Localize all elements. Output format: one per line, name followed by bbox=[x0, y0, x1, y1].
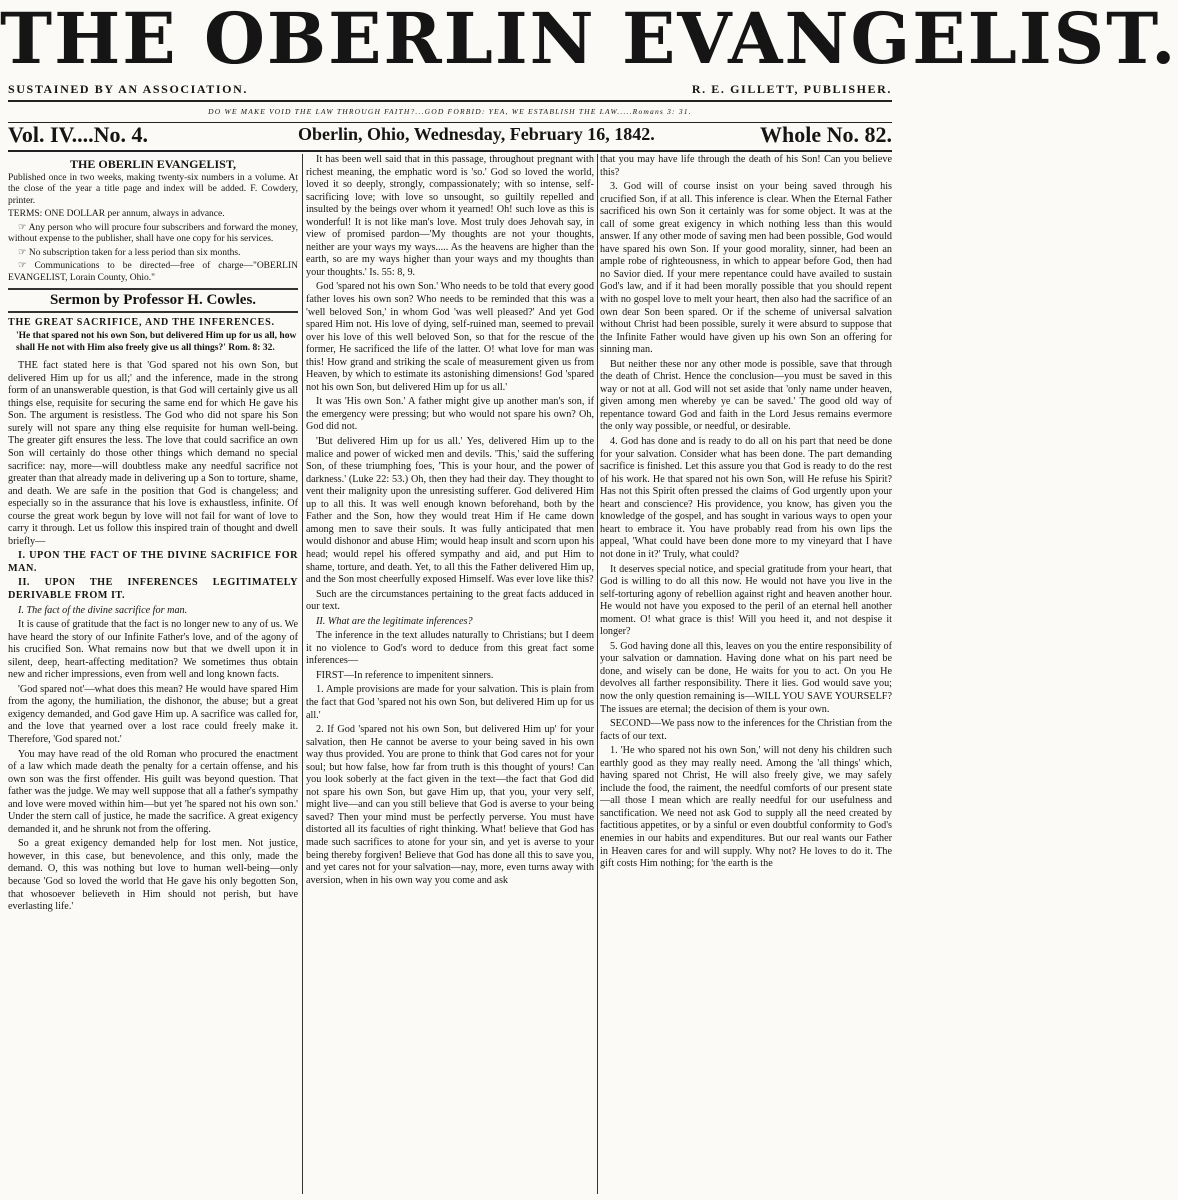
paragraph: 2. If God 'spared not his own Son, but delivered Him up' for your salvation, then He cannot be averse to your being saved in his own way thus provided. You are prone to think that God cares not for your soul; but how false, how far from truth is this thought of yours! Can you look soberly at the fact given in the text—the fact that God did not spare his own Son, but gave Him up, that you, your very self, might live—and can you still believe that God is averse to your being saved? Then your mind must be perfectly perverse. You must have distorted all its faculties of right thinking. What! believe that God has made such sacrifices to atone for your sin, and yet is averse to your being thereby forgiven! Believe that God has done all this to save you, and yet cares not for your salvation—nay, more, even turns away with aversion, when in his own way you come and ask bbox=[306, 724, 594, 886]
column-1 bbox=[8, 154, 298, 1198]
column-2 bbox=[306, 154, 594, 1198]
column-rule bbox=[597, 154, 598, 1194]
paragraph: You may have read of the old Roman who procured the enactment of a law which made death the penalty for a certain offense, and his own son was the first offender. His guilt was beyond question. That father was the judge. We may well suppose that all a father's sympathy and love were moved within him—but yet 'he spared not his own son.' Under the stern call of justice, he made the sacrifice. A great exigency demanded it, and he shrunk not from the offering. bbox=[8, 748, 298, 835]
paragraph: 1. 'He who spared not his own Son,' will not deny his children such earthly good as they may really need. Among the 'all things' which, having spared not Christ, He will also freely give, we may safely include the food, the raiment, the needful comforts of our present state—all those I mean which are really needful for our usefulness and sanctification. We need not ask God to supply all the need created by factitious appetites, or by a sinful or even doubtful conformity to God's enemies in our habits and expenditures. But our real wants our Father in Heaven cares for and will supply. Why not? He loves to do it. The gift costs Him nothing; for 'the earth is the bbox=[600, 745, 892, 870]
terms-note: ☞ No subscription taken for a less period than six months. bbox=[18, 247, 241, 258]
divider bbox=[8, 288, 298, 290]
paragraph: It deserves special notice, and special gratitude from your heart, that God is willing to do all this now. He would not have you live in the self-torturing agony of rebellion against right and heaven another hour. He would not have you exposed to the peril of an eternal hell another moment. O! what grace is this! Will you heed it, and not despise it longer? bbox=[600, 563, 892, 638]
paragraph: It has been well said that in this passage, throughout pregnant with richest meaning, the emphatic word is 'so.' God so loved the world, loved it so deeply, strongly, compassionately; with so intense, self-sacrificing love; with love so unsought, so guiltily repelled and insulted by the beings over whom it yearned! Oh! such love as this is wonderful! It is not like man's love. Most truly does Jehovah say, in view of promised pardon—'My thoughts are not your thoughts, neither are your ways my ways..... As the heavens are higher than the earth, so are my ways higher than your ways and my thoughts than your thoughts.' Is. 55: 8, 9. bbox=[306, 154, 594, 278]
paragraph: God 'spared not his own Son.' Who needs to be told that every good father loves his own son? Who needs to be reminded that this was a 'well beloved Son,' in whom God 'was well pleased?' And yet God spared Him not. His love of dying, self-ruined man, seemed to prevail over his love of this well beloved Son, so that for the rescue of the former, He sacrificed the life of the latter. O! what love for man was this! How grand and striking the scale of measurement given us from Heaven, by which to estimate its astonishing dimensions! God 'spared not his own Son, but delivered Him up for us all.' bbox=[306, 281, 594, 393]
column-3 bbox=[600, 154, 892, 1198]
sustained-line bbox=[8, 82, 892, 98]
newspaper-title: THE OBERLIN EVANGELIST. bbox=[0, 0, 1178, 80]
publication-info: Published once in two weeks, making twenty-six numbers in a volume. At the close of the year a title page and index will be added. F. Cowdery, printer. bbox=[8, 172, 298, 206]
sermon-title: Sermon by Professor H. Cowles. bbox=[49, 292, 257, 309]
paragraph: 4. God has done and is ready to do all on his part that need be done for your salvation. Consider what has been done. The part demanding sacrifice is finished. Let this assure you that God is ready to do the rest of his work. He that spared not his own Son, will He refuse his Spirit? Has not this Spirit often pressed the claims of God urgently upon your heart and conscience? His providence, you know, has given you the knowledge of the gospel, and has sought in various ways to open your heart to embrace it. You have probably read from his own lips the appeal, 'What could have been done more to my vineyard that I have not done in it?' Truly, what could? bbox=[600, 436, 892, 560]
section-heading: II. UPON THE INFERENCES LEGITIMATELY DERIVABLE FROM IT. bbox=[8, 577, 298, 601]
publisher: R. E. GILLETT, PUBLISHER. bbox=[691, 82, 892, 96]
paragraph: The inference in the text alludes naturally to Christians; but I deem it no violence to God's word to deduce from this great fact some inferences— bbox=[306, 630, 594, 667]
paragraph: THE fact stated here is that 'God spared not his own Son, but delivered Him up for us all;' and the inference, made in the strong form of an unanswerable question, is that God will certainly give us all things else, requisite for securing the same end for which He gave his Son. The argument is resistless. The God who did not spare his Son surely will not spare any thing else requisite for human well-being. The greater gift ensures the less. The love that could sacrifice an own Son will certainly do those other things which demand no special sacrifice: nay, more—will doubtless make any needful sacrifice not greater than that already made in delivering up a Son to torture, shame, and death. We are safe in the position that God is changeless; and especially so in the assurance that his love is exhaustless, infinite. Of course the great work begun by love will not fail for want of love to carry it through. Let us follow this inspired train of thought and dwell briefly— bbox=[8, 360, 298, 547]
terms: TERMS: ONE DOLLAR per annum, always in advance. bbox=[8, 209, 225, 220]
paragraph: It is cause of gratitude that the fact is no longer new to any of us. We have heard the story of our Infinite Father's love, and of the agony of his crucified Son. What remains now but that we dwell upon it in silent, deep, heart-affecting meditation? We sometimes thus obtain new and richer impressions, even from well and long known facts. bbox=[8, 619, 298, 681]
paragraph: 'But delivered Him up for us all.' Yes, delivered Him up to the malice and power of wicked men and devils. 'This,' said the suffering Son, of these triumphing foes, 'This is your hour, and the power of darkness.' (Luke 22: 53.) Oh, then they had their day. They thought to vent their malignity upon the unresisting sufferer. God delivered Him up to all this. It was well enough known beforehand, both by the Father and the Son, how they would treat Him if He came down among men to save their souls. It was fully anticipated that men would dishonor and abuse Him; would heap insult and scorn upon his head; would repel his offered sympathy and aid, and put Him to shame, torture, and death. Yet, to all this the Father delivered Him up, and the Son most cheerfully exposed Himself. Was ever love like this? bbox=[306, 436, 594, 586]
masthead bbox=[0, 0, 1178, 80]
scripture-text: 'He that spared not his own Son, but delivered Him up for us all, how shall He not with Him also freely give us all things?' Rom. 8: 32. bbox=[16, 331, 297, 353]
terms-note: ☞ Any person who will procure four subscribers and forward the money, without expense to the publisher, shall have one copy for his services. bbox=[8, 222, 298, 245]
paragraph: 'God spared not'—what does this mean? He would have spared Him from the agony, the humiliation, the dishonor, the abuse; but a great exigency demanded, and God gave Him up. A sacrifice was called for, and the love that yearned over a lost race could freely make it. Therefore, 'God spared not.' bbox=[8, 683, 298, 745]
paragraph: So a great exigency demanded help for lost men. Not justice, however, in this case, but benevolence, and this only, made the demand. O, this was nothing but love to human well-being—only because 'God so loved the world that He gave his only begotten Son, that whosoever believeth in Him should not perish, but have everlasting life.' bbox=[8, 838, 298, 913]
info-box-title: THE OBERLIN EVANGELIST, bbox=[70, 157, 236, 171]
motto: DO WE MAKE VOID THE LAW THROUGH FAITH?...GOD FORBID: YEA, WE ESTABLISH THE LAW.....Romans 3: 31. bbox=[8, 100, 892, 123]
column-rule bbox=[302, 154, 303, 1194]
paragraph: It was 'His own Son.' A father might give up another man's son, if the emergency were pressing; but who would not spare his own? Oh, God did not. bbox=[306, 396, 594, 433]
sustained-by: SUSTAINED BY AN ASSOCIATION. bbox=[8, 82, 248, 96]
paragraph: FIRST—In reference to impenitent sinners. bbox=[316, 669, 494, 681]
sermon-subtitle: THE GREAT SACRIFICE, AND THE INFERENCES. bbox=[8, 316, 275, 328]
paragraph: SECOND—We pass now to the inferences for the Christian from the facts of our text. bbox=[600, 718, 892, 742]
paragraph: 1. Ample provisions are made for your salvation. This is plain from the fact that God 'spared not his own Son, but delivered Him up for us all.' bbox=[306, 684, 594, 721]
paragraph: Such are the circumstances pertaining to the great facts adduced in our text. bbox=[306, 588, 594, 613]
paragraph: 3. God will of course insist on your being saved through his crucified Son, if at all. This inference is clear. When the Eternal Father sacrificed his own Son it certainly was for some object. It was at the call of some great exigency in which nothing less than this would answer. If any other mode of saving men had been possible, God would have spared his own Son. If your good morality, sinner, had been an ample robe of righteousness, in which to appear before God, then had no Savior died. If your mere repentance could have availed to sustain God's law, and if it had been morally possible that you should repent with no gospel love to melt your heart, then also had the sacrifice of an own dear Son been spared. Or if the scheme of universal salvation without Christ had been possible, surely it were absurd to suppose that the Infinite Father would have given up his own Son an offering for sinning man. bbox=[600, 181, 892, 356]
whole-number: Whole No. 82. bbox=[760, 122, 892, 147]
dateline: Oberlin, Ohio, Wednesday, February 16, 1842. bbox=[298, 124, 655, 144]
divider bbox=[8, 311, 298, 313]
section-heading: I. The fact of the divine sacrifice for man. bbox=[18, 604, 188, 616]
section-heading: II. What are the legitimate inferences? bbox=[316, 615, 473, 627]
paragraph: 5. God having done all this, leaves on you the entire responsibility of your salvation or damnation. Having done what on his part need be done, and wisely can be done, He waits for you to act. On you He devolves all farther responsibility. There it lies. God would save you; now the only question remaining is—WILL YOU SAVE YOURSELF? The issues are eternal; the decision of them is your own. bbox=[600, 640, 892, 715]
terms-note: ☞ Communications to be directed—free of charge—"OBERLIN EVANGELIST, Lorain County, Ohio." bbox=[8, 261, 298, 283]
volume-number: Vol. IV....No. 4. bbox=[8, 122, 148, 147]
volume-line bbox=[8, 122, 892, 152]
section-heading: I. UPON THE FACT OF THE DIVINE SACRIFICE FOR MAN. bbox=[8, 550, 298, 574]
paragraph: that you may have life through the death of his Son! Can you believe this? bbox=[600, 154, 892, 178]
paragraph: But neither these nor any other mode is possible, save that through the death of Christ. Hence the conclusion—you must be saved in this way or not at all. God will not set aside that 'only name under heaven, given among men whereby ye can be saved.' The good old way of repentance toward God and faith in the Lord Jesus remains evermore the only way possible, or needful, or desirable. bbox=[600, 358, 892, 433]
